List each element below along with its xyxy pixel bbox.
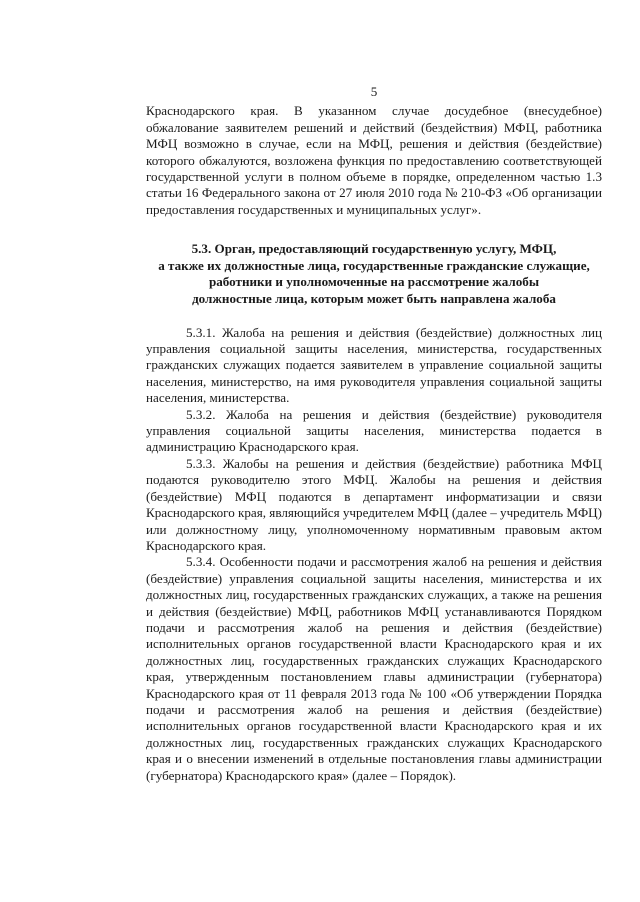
section-heading [146, 241, 602, 307]
paragraph-5-3-2: 5.3.2. Жалоба на решения и действия (бездействие) руководителя управления социальной защиты населения, министерства подается в администрацию Краснодарского края. [146, 406, 602, 455]
intro-paragraph: Краснодарского края. В указанном случае досудебное (внесудебное) обжалование заявителем решений и действий (бездействия) МФЦ, работника МФЦ возможно в случае, если на МФЦ, решения и действия (бездействие) которого обжалуются, возложена функция по предоставлению соответствующей государственной услуги в полном объеме в порядке, определенном частью 1.3 статьи 16 Федерального закона от 27 июля 2010 года № 210-ФЗ «Об организации предоставления государственных и муниципальных услуг». [146, 103, 602, 217]
section-heading-line: работники и уполномоченные на рассмотрение жалобы [208, 274, 540, 290]
paragraph-5-3-3: 5.3.3. Жалобы на решения и действия (бездействие) работника МФЦ подаются руководителю этого МФЦ. Жалобы на решения и действия (бездействие) МФЦ подаются в департамент информатизации и связи Краснодарского края, являющийся учредителем МФЦ (далее – учредитель МФЦ) или должностному лицу, уполномоченному нормативным правовым актом Краснодарского края. [146, 455, 602, 553]
section-heading-line: а также их должностные лица, государственные гражданские служащие, [158, 257, 590, 273]
page-number: 5 [370, 84, 378, 99]
section-heading-line: должностные лица, которым может быть направлена жалоба [192, 291, 556, 307]
paragraph-5-3-4: 5.3.4. Особенности подачи и рассмотрения жалоб на решения и действия (бездействие) управления социальной защиты населения, министерства и их должностных лиц, государственных гражданских служащих, а также на решения и действия (бездействие) МФЦ, работников МФЦ устанавливаются Порядком подачи и рассмотрения жалоб на решения и действия (бездействие) исполнительных органов государственной власти Краснодарского края и их должностных лиц, государственных гражданских служащих Краснодарского края, утвержденным постановлением главы администрации (губернатора) Краснодарского края от 11 февраля 2013 года № 100 «Об утверждении Порядка подачи и рассмотрения жалоб на решения и действия (бездействие) исполнительных органов государственной власти Краснодарского края и их должностных лиц, государственных гражданских служащих Краснодарского края и о внесении изменений в отдельные постановления главы администрации (губернатора) Краснодарского края» (далее – Порядок). [146, 554, 602, 783]
paragraph-5-3-1: 5.3.1. Жалоба на решения и действия (бездействие) должностных лиц управления социальной защиты населения, министерства, государственных гражданских служащих подается заявителем в управление социальной защиты населения, министерство, на имя руководителя управления социальной защиты населения, министерства. [146, 324, 602, 406]
section-heading-line: 5.3. Орган, предоставляющий государственную услугу, МФЦ, [191, 241, 557, 257]
